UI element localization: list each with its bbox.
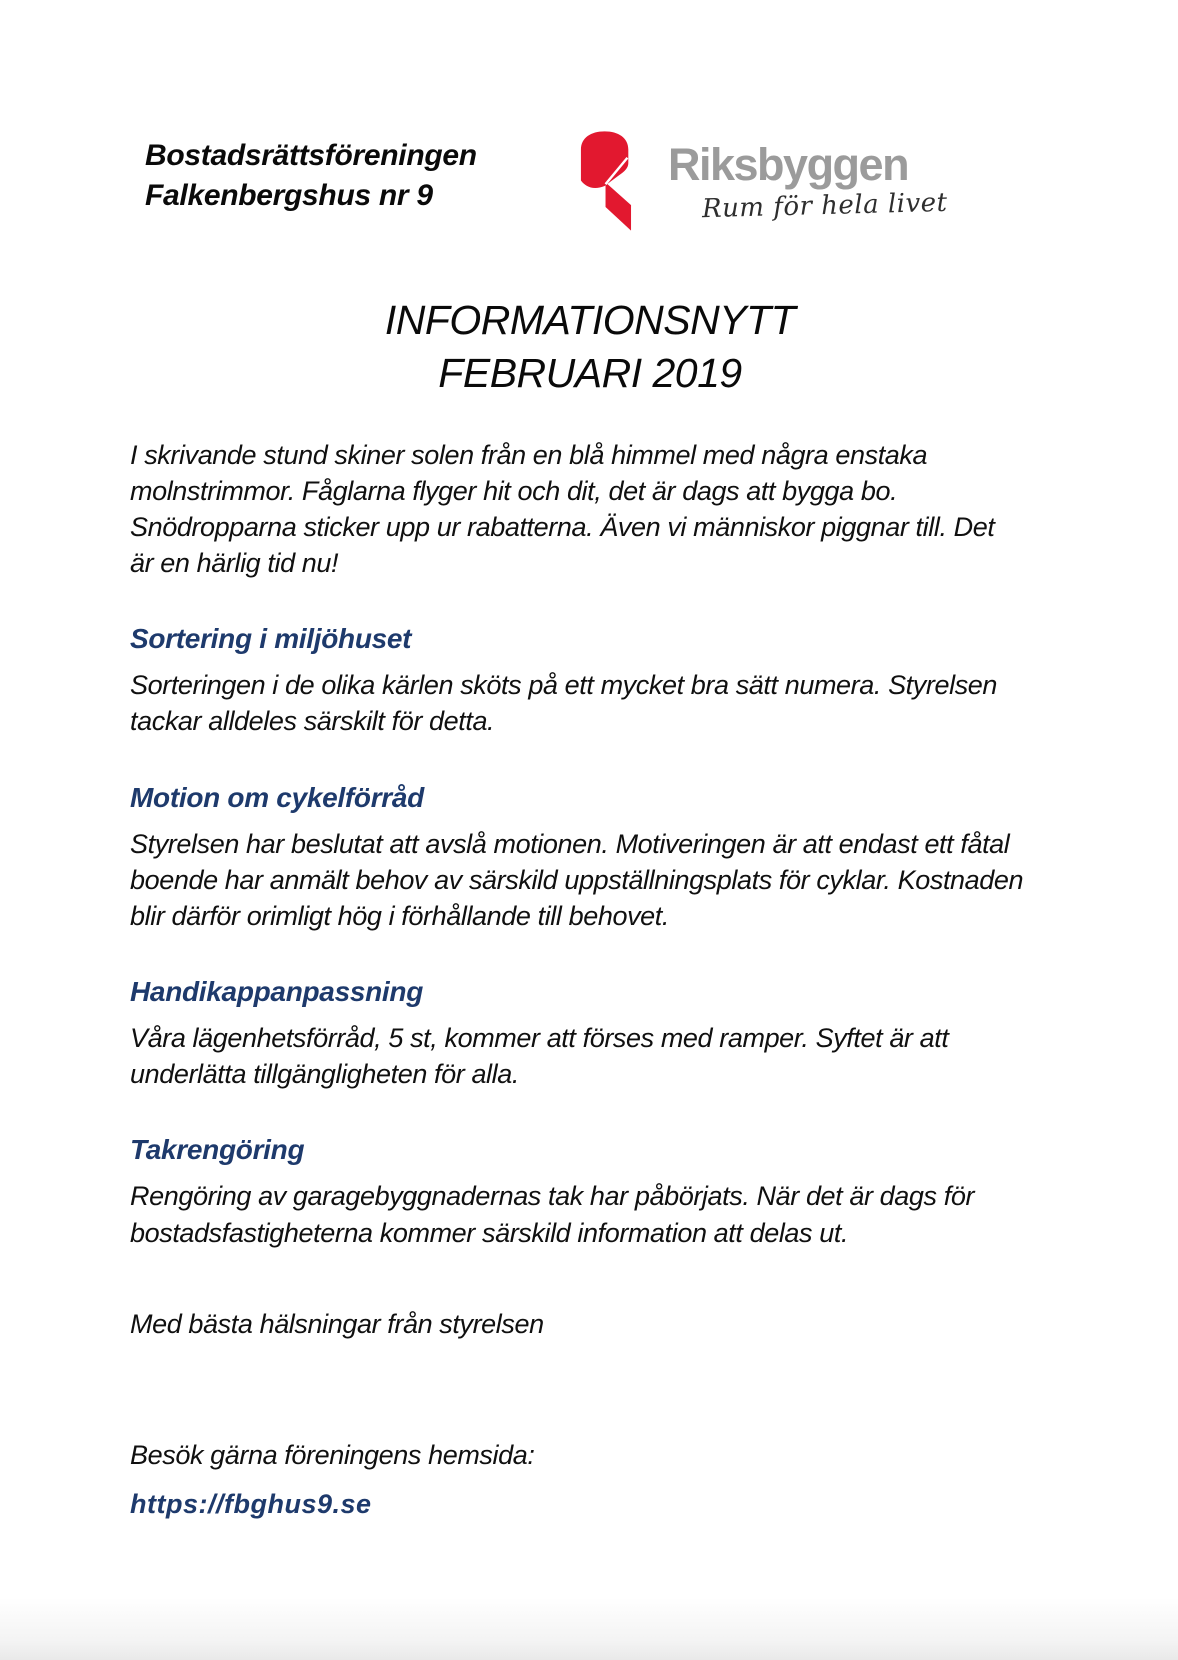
page-bottom-edge (0, 1598, 1178, 1660)
section-heading: Handikappanpassning (130, 976, 424, 1008)
section-heading: Motion om cykelförråd (130, 781, 424, 813)
logo-text (668, 139, 948, 225)
section-sortering (130, 623, 1050, 739)
intro-paragraph: I skrivande stund skiner solen från en blå himmel med några enstaka molnstrimmor. Fåglarna flyger hit och dit, det är dags att bygga bo. Snödropparna sticker upp ur rabatterna. Även vi människor piggnar till. Det är en härlig tid nu! (130, 439, 995, 579)
section-motion (130, 782, 1050, 935)
org-name-line2: Falkenbergshus nr 9 (145, 178, 433, 212)
org-name (145, 126, 570, 215)
section-heading: Takrengöring (130, 1134, 305, 1166)
page-title-line2: FEBRUARI 2019 (438, 350, 742, 397)
riksbyggen-ribbon-icon (570, 126, 652, 236)
brand-tagline: Rum för hela livet (701, 187, 948, 225)
section-paragraph: Sorteringen i de olika kärlen sköts på ett mycket bra sätt numera. Styrelsen tackar alldeles särskilt för detta. (130, 670, 998, 737)
riksbyggen-logo (570, 126, 948, 236)
section-heading: Sortering i miljöhuset (130, 623, 412, 655)
section-handikapp (130, 976, 1050, 1092)
website-link[interactable]: https://fbghus9.se (130, 1488, 372, 1519)
section-paragraph: Våra lägenhetsförråd, 5 st, kommer att förses med ramper. Syftet är att underlätta tillgängligheten för alla. (130, 1023, 949, 1090)
section-paragraph: Styrelsen har beslutat att avslå motionen. Motiveringen är att endast ett fåtal boende har anmält behov av särskild uppställningsplats för cyklar. Kostnaden blir därför orimligt hög i förhållande till behovet. (130, 828, 1024, 931)
section-takrengoring (130, 1134, 1050, 1250)
closing-line: Med bästa hälsningar från styrelsen (130, 1308, 544, 1339)
website-prompt: Besök gärna föreningens hemsida: (130, 1439, 535, 1470)
page-title-line1: INFORMATIONSNYTT (384, 297, 796, 343)
brand-name: Riksbyggen (668, 139, 909, 190)
section-paragraph: Rengöring av garagebyggnadernas tak har påbörjats. När det är dags för bostadsfastigheterna kommer särskild information att delas ut. (130, 1181, 975, 1248)
document-content (130, 0, 1050, 1520)
org-name-line1: Bostadsrättsföreningen (145, 139, 477, 172)
page-title (130, 294, 1050, 401)
document-header (130, 126, 1050, 236)
